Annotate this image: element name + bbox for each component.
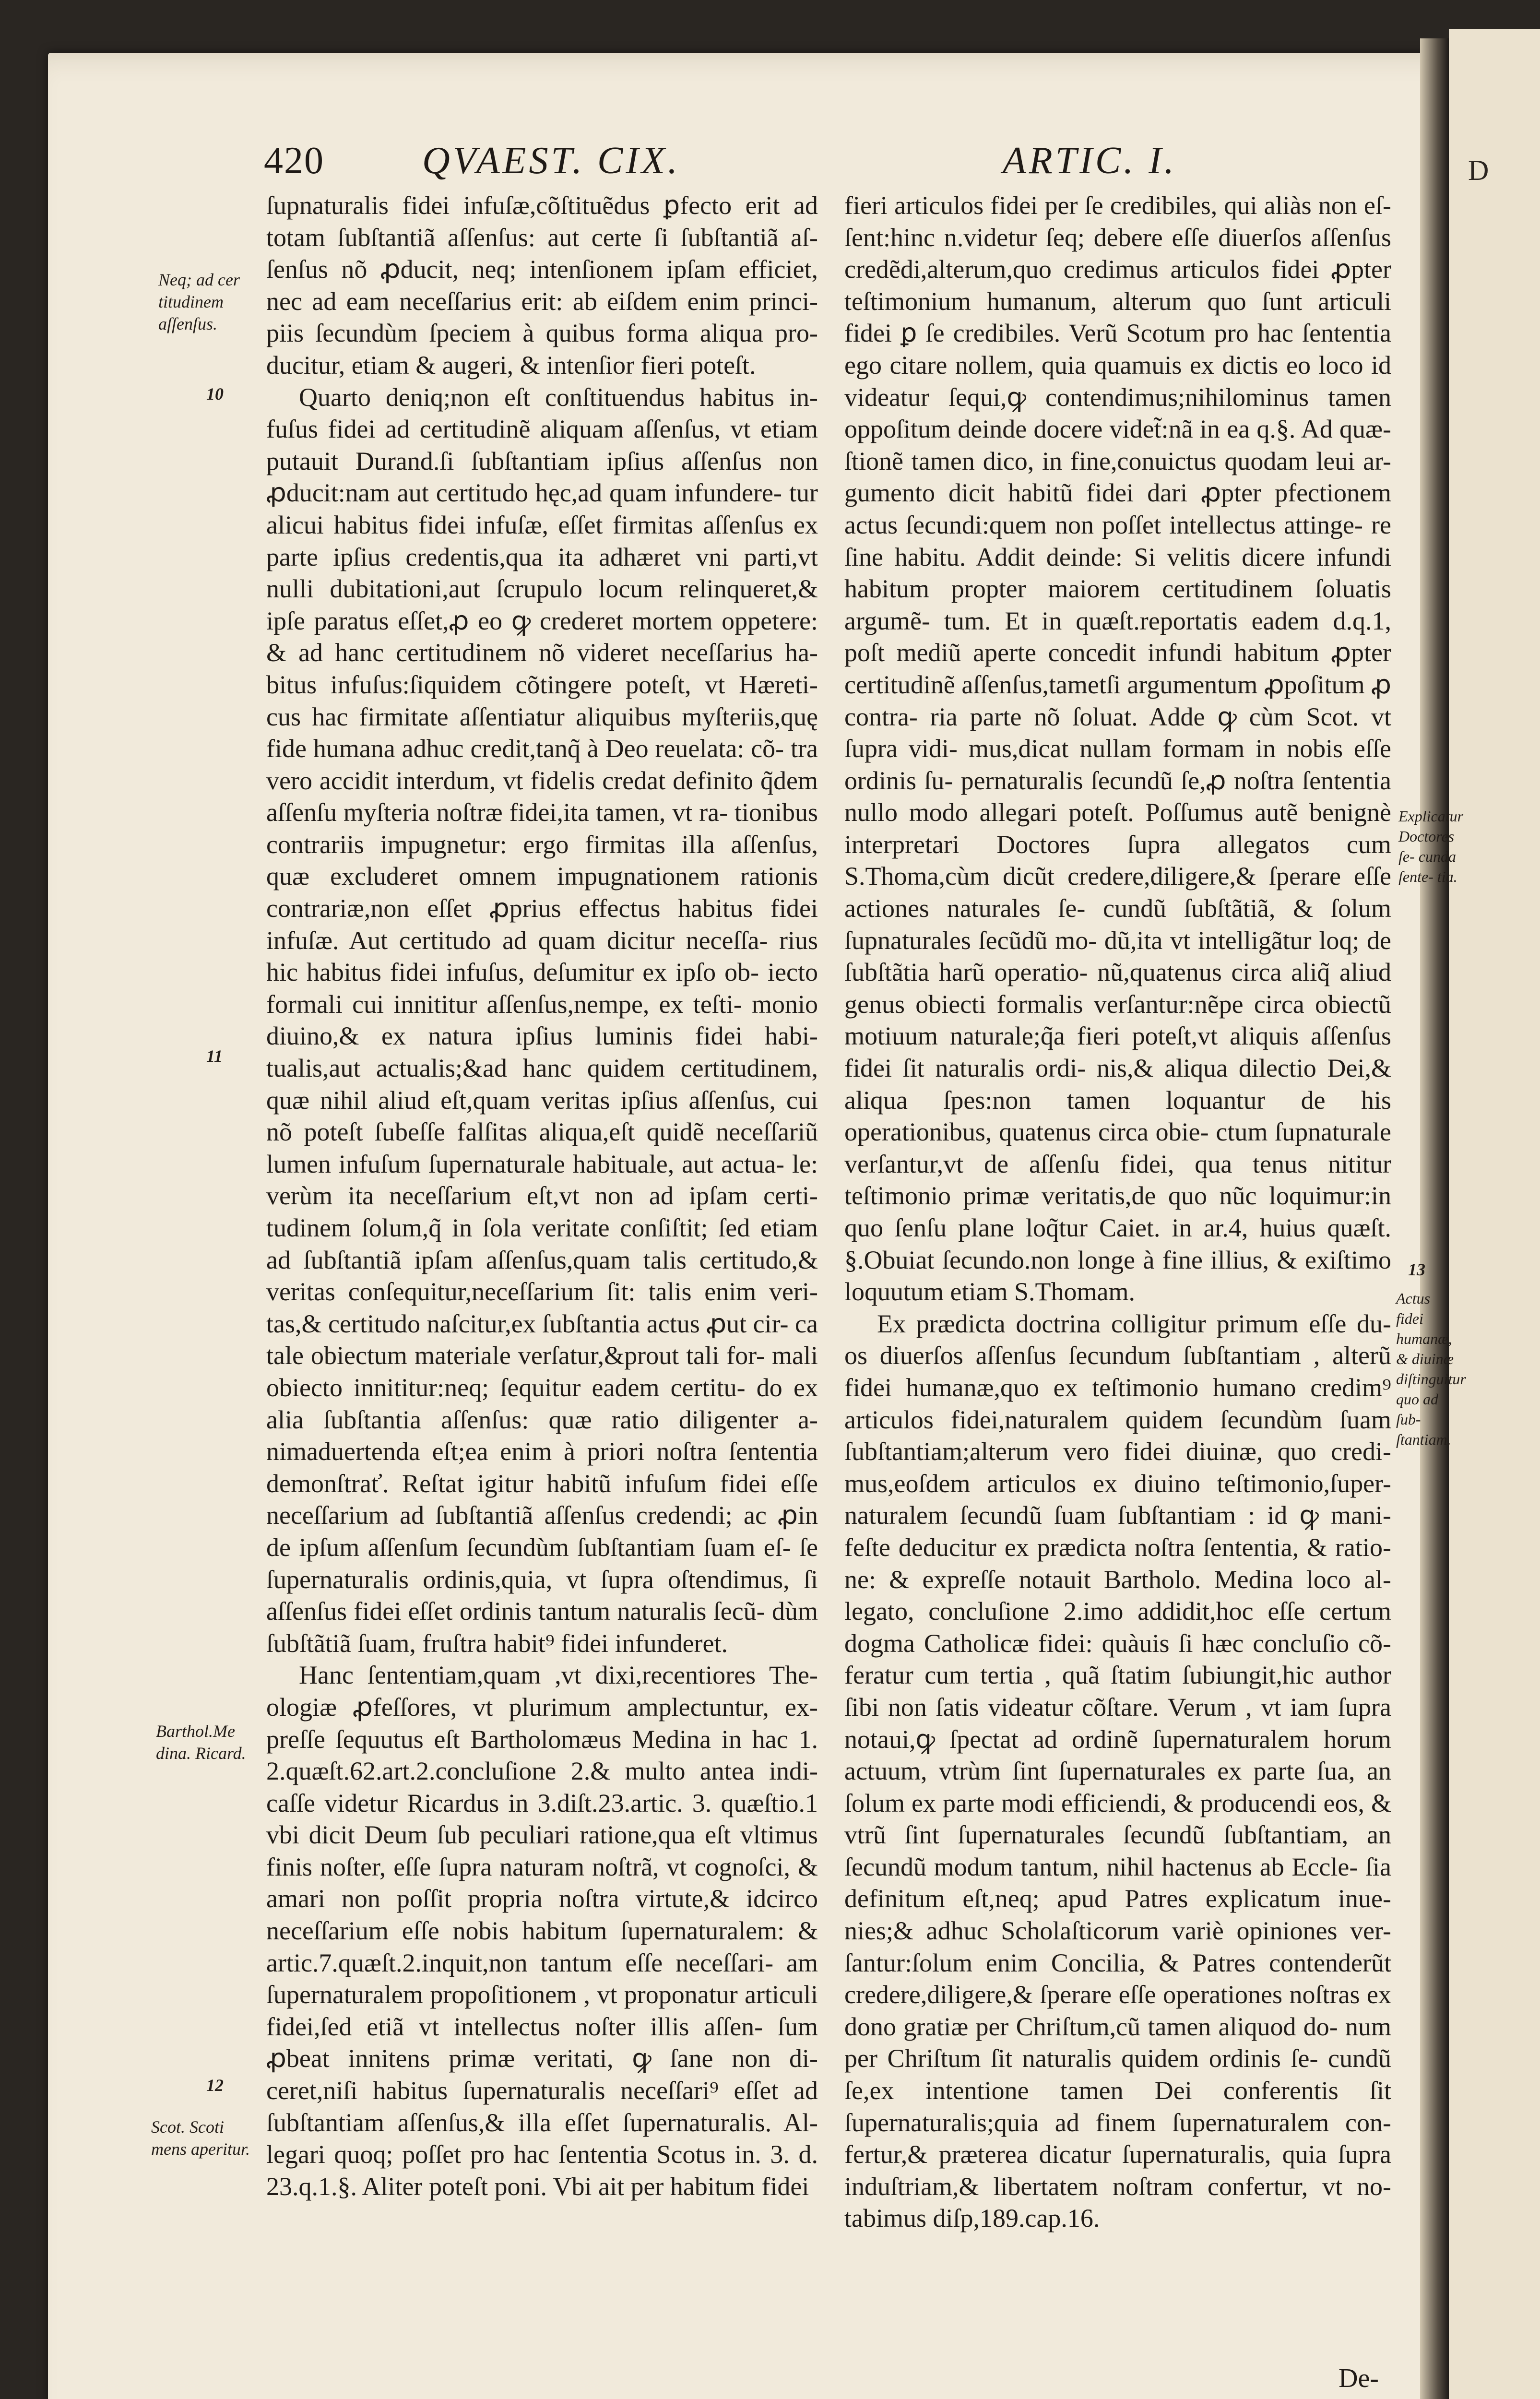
left-text-column <box>266 190 818 2202</box>
book-gutter <box>1420 38 1449 2399</box>
paragraph: Ex prædicta doctrina colligitur primum eſſe du- os diuerſos aſſenſus ſecundum ſubſtantiam , alterũ fidei humanæ,quo ex teſtimonio humano credim⁹ articulos fidei,naturalem quidem ſecundùm ſuam ſubſtantiam;alterum vero fidei diuinæ, quo credi- mus,eoſdem articulos ex diuino teſtimonio,ſuper- naturalem ſecundũ ſuam ſubſtantiam : id ꝙ mani- feſte deducitur ex prædicta noſtra ſententia, & ratio- ne: & expreſſe notauit Bartholo. Medina loco al- legato, concluſione 2.imo addidit,hoc eſſe certum dogma Catholicæ fidei: quàuis ſi hæc concluſio cõ- feratur cum tertia , quã ſtatim ſubiungit,hic author ſibi non ſatis videatur cõſtare. Verum , vt iam ſupra notaui,ꝙ ſpectat ad ordinẽ ſupernaturalem horum actuum, vtrùm ſint ſupernaturales ex parte ſua, an ſolum ex parte modi efficiendi, & producendi eos, & vtrũ ſint ſupernaturales ſecundũ ſubſtantiam, an ſecundũ modum tantum, nihil hactenus ab Eccle- ſia definitum eſt,neq; apud Patres explicatum inue- nies;& adhuc Scholaſticorum variè opiniones ver- ſantur:ſolum enim Concilia, & Patres contenderũt credere,diligere,& ſperare eſſe operationes noſtras ex dono gratiæ per Chriſtum,cũ tamen aliquod do- num per Chriſtum ſit naturalis quidem ordinis ſe- cundũ ſe,ex intentione tamen Dei conferentis ſit ſupernaturalis;quia ad finem ſupernaturalem con- fertur,& præterea dicatur ſupernaturalis, quia ſupra induſtriam,& libertatem noſtram confertur, vt no- tabimus diſp,189.cap.16. <box>844 1309 1391 2233</box>
paragraph: Quarto deniq;non eſt conſtituendus habitus in- fuſus fidei ad certitudinẽ aliquam aſſenſus, vt etiam putauit Durand.ſi ſubſtantiam ipſius aſſenſus non ꝓducit:nam aut certitudo hęc,ad quam infundere- tur alicui habitus fidei infuſæ, eſſet firmitas aſſenſus ex parte ipſius credentis,qua ita adhæret vni parti,vt nulli dubitationi,aut ſcrupulo locum relinqueret,& ipſe paratus eſſet,ꝓ eo ꝙ crederet mortem oppetere: & ad hanc certitudinem nõ videret neceſſarius ha- bitus infuſus:ſiquidem cõtingere poteſt, vt Hæreti- cus hac firmitate aſſentiatur aliquibus myſteriis,quę fide humana adhuc credit,tanq̃ à Deo reuelata: cõ- tra vero accidit interdum, vt fidelis credat definito q̃dem aſſenſu myſteria noſtræ fidei,ita tamen, vt ra- tionibus contrariis impugnetur: ergo firmitas illa aſſenſus, quæ excluderet omnem impugnationem rationis contrariæ,non eſſet ꝓprius effectus habitus fidei infuſæ. Aut certitudo ad quam dicitur neceſſa- rius hic habitus fidei infuſus, deſumitur ex ipſo ob- iecto formali cui innititur aſſenſus,nempe, ex teſti- monio diuino,& ex natura ipſius luminis fidei habi- tualis,aut actualis;&ad hanc quidem certitudinem, quæ nihil aliud eſt,quam veritas ipſius aſſenſus, cui nõ poteſt ſubeſſe falſitas aliqua,eſt quidẽ neceſſariũ lumen infuſum ſupernaturale habituale, aut actua- le: verùm ita neceſſarium eſt,vt non ad ipſam certi- tudinem ſolum,q̃ in ſola veritate conſiſtit; ſed etiam ad ſubſtantiã ipſam aſſenſus,quam talis certitudo,& veritas conſequitur,neceſſarium ſit: talis enim veri- tas,& certitudo naſcitur,ex ſubſtantia actus ꝓut cir- ca tale obiectum materiale verſatur,&prout tali for- mali obiecto innititur:neq; ſequitur eadem certitu- do ex alia ſubſtantia aſſenſus: quæ ratio diligenter a- nimaduertenda eſt;ea enim à priori noſtra ſententia demonſtrať. Reſtat igitur habitũ infuſum fidei eſſe neceſſarium ad ſubſtantiã aſſenſus credendi; ac ꝓin de ipſum aſſenſum ſecundùm ſubſtantiam ſuam eſ- ſe ſupernaturalis ordinis,quia, vt ſupra oſtendimus, ſi aſſenſus fidei eſſet ordinis tantum naturalis ſecũ- dùm ſubſtãtiã ſuam, fruſtra habit⁹ fidei infunderet. <box>266 382 818 1658</box>
section-number: 10 <box>206 384 224 404</box>
next-page-text: D <box>1468 154 1489 186</box>
section-number: 13 <box>1408 1260 1425 1279</box>
marginal-note: Barthol.Me dina. Ricard. <box>156 1722 246 1763</box>
paragraph: Hanc ſententiam,quam ,vt dixi,recentiores The- ologiæ ꝓfeſſores, vt plurimum amplectuntur, ex- preſſe ſequutus eſt Bartholomæus Medina in hac 1. 2.quæſt.62.art.2.concluſione 2.& multo antea indi- caſſe videtur Ricardus in 3.diſt.23.artic. 3. quæſtio.1 vbi dicit Deum ſub peculiari ratione,qua eſt vltimus finis noſter, eſſe ſupra naturam noſtrã, vt cognoſci, & amari non poſſit propria noſtra virtute,& idcirco neceſſarium eſſe nobis habitum ſupernaturalem: & artic.7.quæſt.2.inquit,non tantum eſſe neceſſari- am ſupernaturalem propoſitionem , vt proponatur articuli fidei,ſed etiã vt intellectus noſter illis aſſen- ſum ꝓbeat innitens primæ veritati, ꝙ ſane non di- ceret,niſi habitus ſupernaturalis neceſſari⁹ eſſet ad ſubſtantiam aſſenſus,& illa eſſet ſupernaturalis. Al- legari quoq; poſſet pro hac ſententia Scotus in. 3. d. 23.q.1.§. Aliter poteſt poni. Vbi ait per habitum fidei <box>266 1661 818 2201</box>
marginal-note: Scot. Scoti mens aperitur. <box>151 2117 250 2159</box>
paragraph: fieri articulos fidei per ſe credibiles, qui aliàs non eſ- ſent:hinc n.videtur ſeq; debere eſſe diuerſos aſſenſus credẽdi,alterum,quo credimus articulos fidei ꝓpter teſtimonium humanum, alterum quo ſunt articuli fidei ꝑ ſe credibiles. Verũ Scotum pro hac ſententia ego citare nollem, quia quamuis ex dictis eo loco id videatur ſequi,ꝙ contendimus;nihilominus tamen oppoſitum deinde docere videt̃:nã in ea q.§. Ad quæ- ſtionẽ tamen dico, in fine,conuictus quodam leui ar- gumento dicit habitũ fidei dari ꝓpter pfectionem actus ſecundi:quem non poſſet intellectus attinge- re ſine habitu. Addit deinde: Si velitis dicere infundi habitum propter maiorem certitudinem ſoluatis argumẽ- tum. Et in quæſt.reportatis eadem d.q.1, poſt mediũ aperte concedit infundi habitum ꝓpter certitudinẽ aſſenſus,tametſi argumentum ꝓpoſitum ꝓ contra- ria parte nõ ſoluat. Adde ꝙ cùm Scot. vt ſupra vidi- mus,dicat nullam formam in nobis eſſe ordinis ſu- pernaturalis ſecundũ ſe,ꝓ noſtra ſententia nullo modo allegari poteſt. Poſſumus autẽ benignè interpretari Doctores ſupra allegatos cum S.Thoma,cùm dicũt credere,diligere,& ſperare eſſe actiones naturales ſe- cundũ ſubſtãtiã, & ſolum ſupnaturales ſecũdũ mo- dũ,ita vt intelligãtur loq; de ſubſtãtia harũ operatio- nũ,quatenus circa aliq̃ aliud genus obiecti formalis verſantur:nẽpe circa obiectũ motiuum naturale;q̃a fieri poteſt,vt aliquis aſſenſus fidei ſit naturalis ordi- nis,& aliqua dilectio Dei,& aliqua ſpes:non tamen loquantur de his operationibus, quatenus circa obie- ctum ſupnaturale verſantur,vt de aſſenſu fidei, qua tenus nititur teſtimonio primæ veritatis,de quo nũc loquimur:in quo ſenſu plane loq̃tur Caiet. in ar.4, huius quæſt. §.Obuiat ſecundo.non longe à fine illius, & exiſtimo loquutum etiam S.Thomam. <box>844 191 1391 1306</box>
right-text-column <box>844 190 1391 2234</box>
section-number: 11 <box>206 1046 223 1066</box>
marginal-note: Actus fidei humanæ, & diuinæ diſtinguitur quo ad ſub- ſtantiam. <box>1396 1290 1466 1448</box>
paragraph: ſupnaturalis fidei infuſæ,cõſtituẽdus ꝑfecto erit ad totam ſubſtantiã aſſenſus: aut certe ſi ſubſtantiã aſ- ſenſus nõ ꝓducit, neq; intenſionem ipſam efficiet, nec ad eam neceſſarius erit: ab eiſdem enim princi- piis ſecundùm ſpeciem à quibus forma aliqua pro- ducitur, etiam & augeri, & intenſior fieri poteſt. <box>266 191 818 380</box>
marginal-note: Explicatur Doctores ſe- cunda ſente- tia. <box>1398 808 1464 885</box>
page-number: 420 <box>264 140 324 182</box>
catchword: De- <box>1339 2363 1379 2393</box>
running-header-question: QVAEST. CIX. <box>422 140 680 182</box>
marginal-note: Neq; ad cer titudinem aſſenſus. <box>158 270 240 333</box>
running-header-article: ARTIC. I. <box>1003 140 1177 182</box>
next-page-edge <box>1449 29 1540 2399</box>
section-number: 12 <box>206 2076 224 2095</box>
